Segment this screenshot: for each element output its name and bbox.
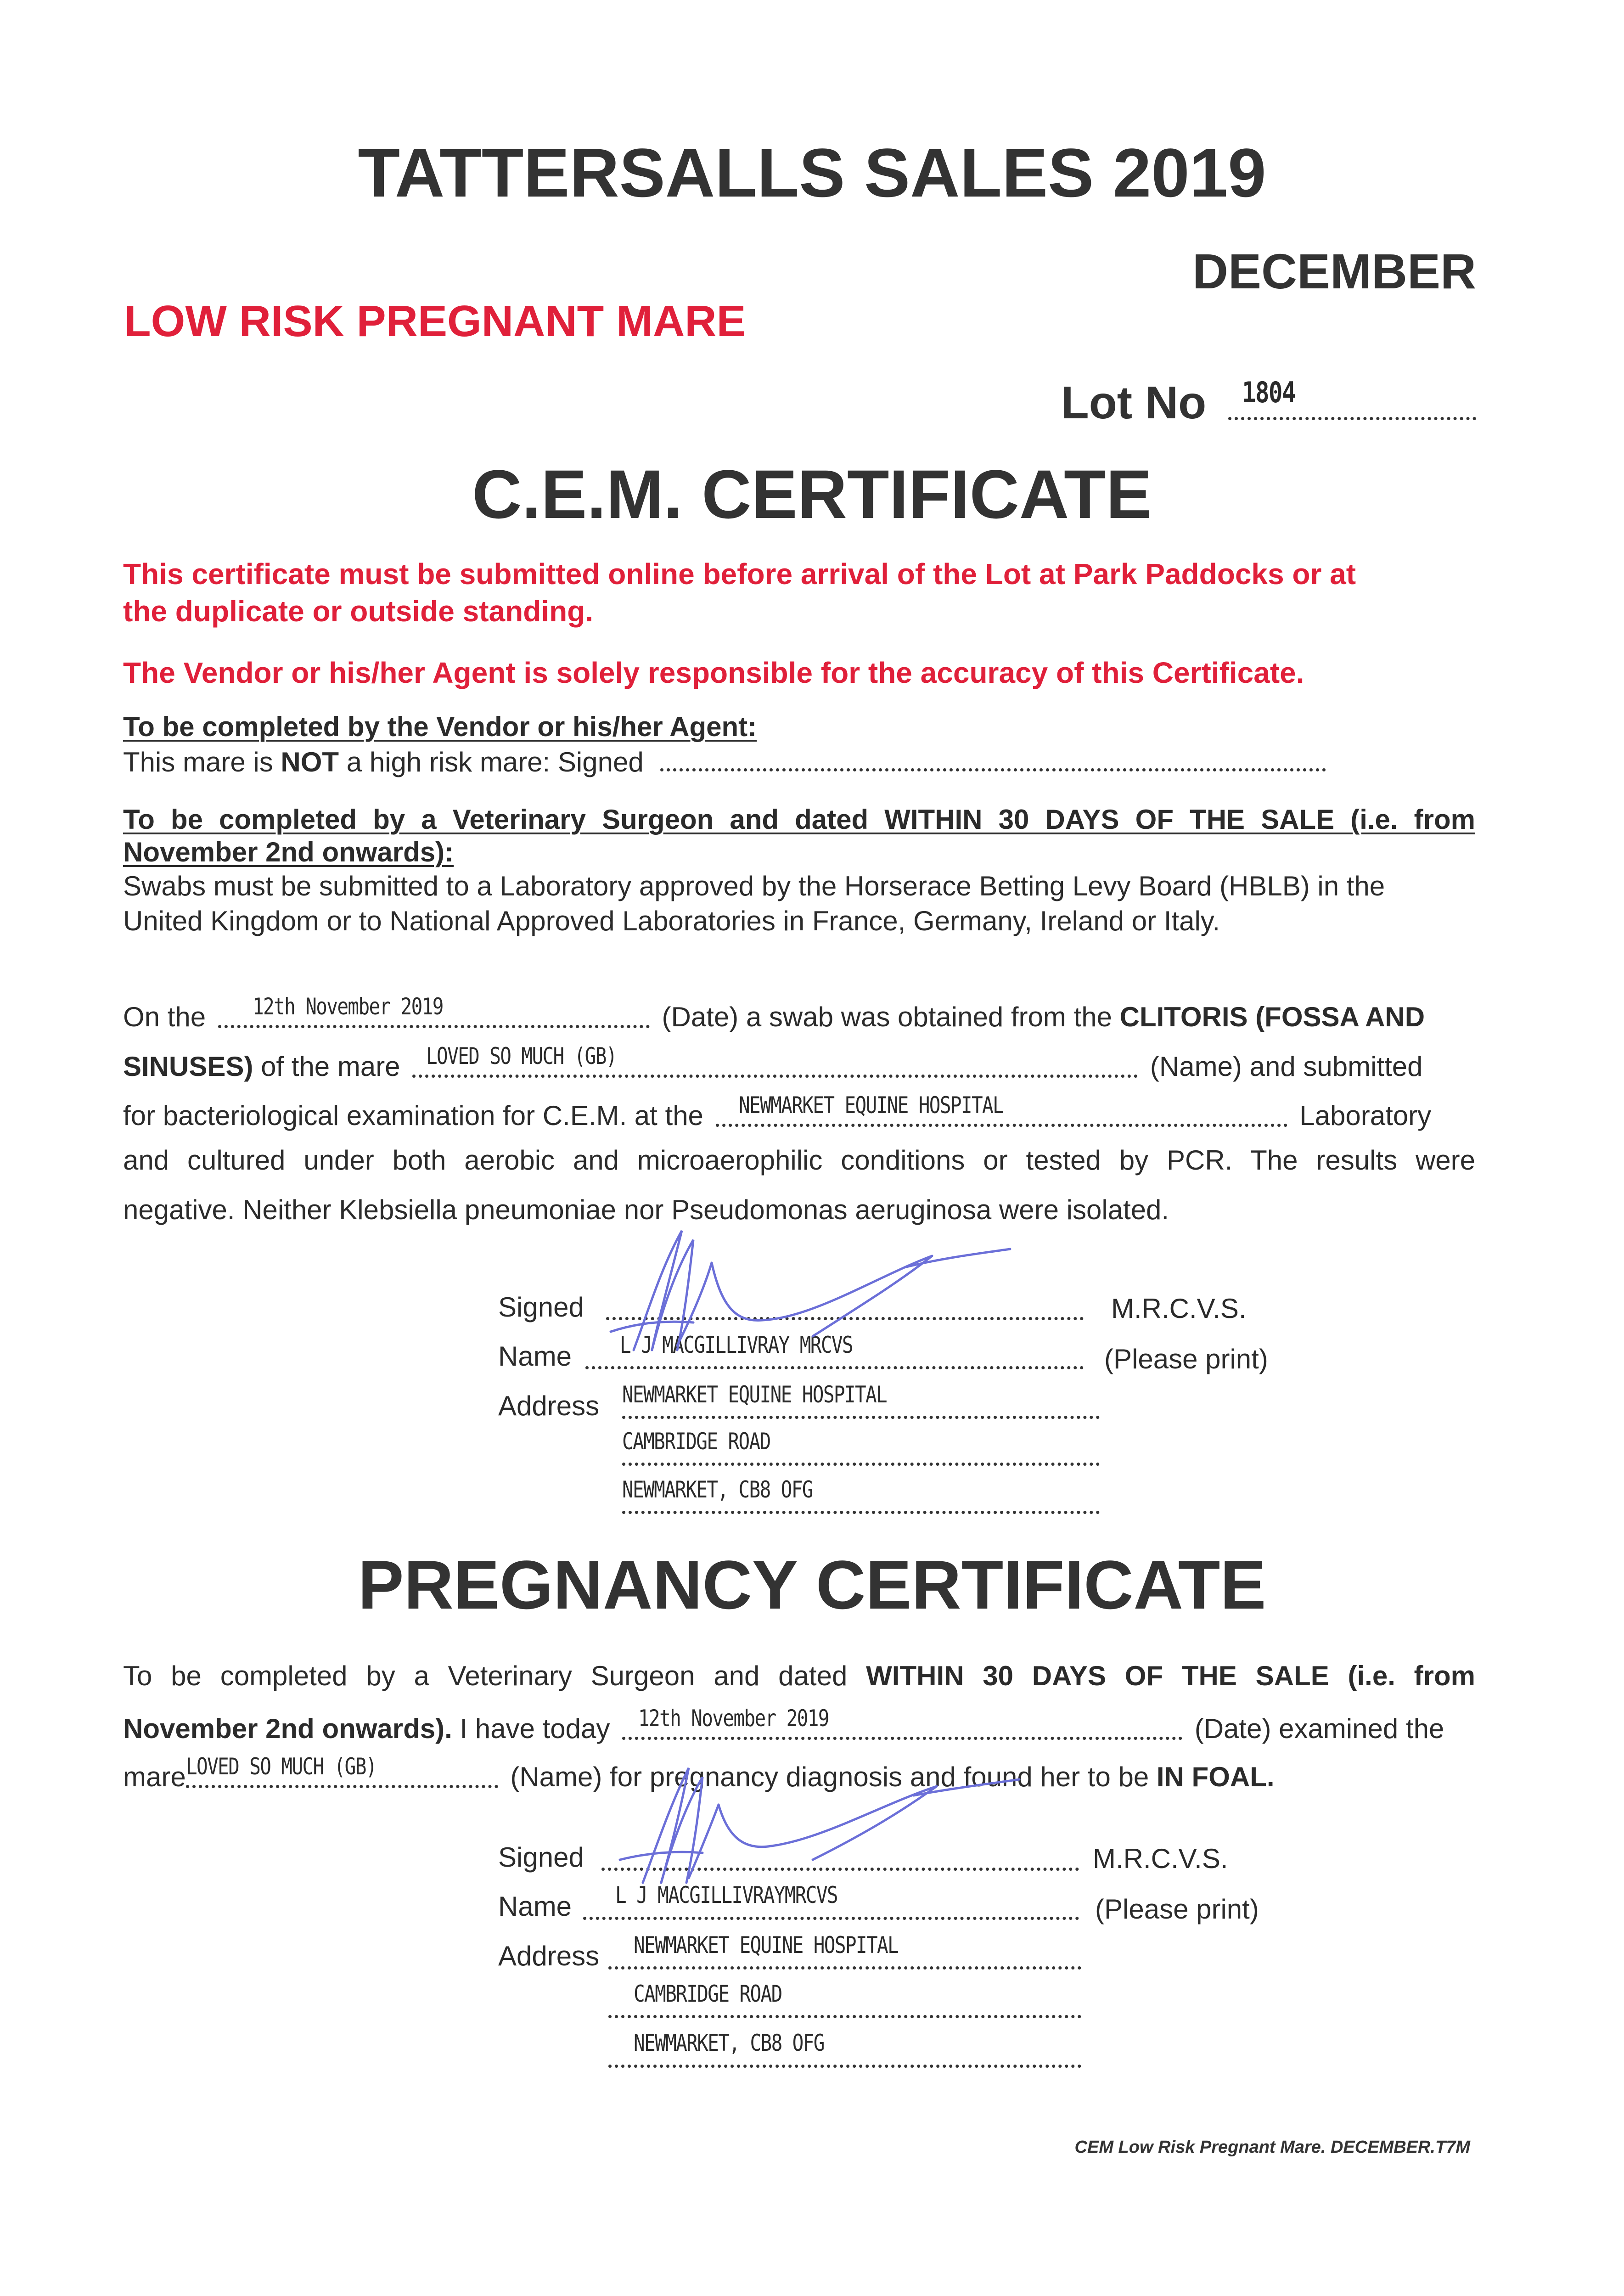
preg-mare-value: LOVED SO MUCH (GB) (185, 1753, 376, 1780)
cem-heading: C.E.M. CERTIFICATE (472, 456, 1152, 533)
page-title: TATTERSALLS SALES 2019 (358, 134, 1266, 211)
preg-line-1: To be completed by a Veterinary Surgeon and dated WITHIN 30 DAYS OF THE SALE (i.e. from (123, 1660, 1476, 1691)
cem-address-line-2: CAMBRIDGE ROAD (622, 1428, 770, 1455)
preg-date-value: 12th November 2019 (638, 1705, 829, 1732)
cem-notice-1a: This certificate must be submitted online before arrival of the Lot at Park Paddocks or at (123, 557, 1356, 591)
cem-vet-signature (583, 1212, 1088, 1364)
mare-category: LOW RISK PREGNANT MARE (124, 297, 746, 346)
cem-date-value: 12th November 2019 (252, 993, 443, 1020)
preg-address-label: Address (498, 1941, 600, 1971)
preg-mrcvs: M.R.C.V.S. (1093, 1843, 1228, 1874)
cem-address-line-1: NEWMARKET EQUINE HOSPITAL (622, 1381, 887, 1408)
lot-number (1061, 377, 1476, 429)
vendor-signature-line (660, 768, 1326, 771)
lot-label: Lot No (1061, 377, 1207, 428)
cem-para-line-3: for bacteriological examination for C.E.M. at the NEWMARKET EQUINE HOSPITAL Laboratory (123, 1092, 1432, 1131)
cem-mrcvs: M.R.C.V.S. (1111, 1293, 1247, 1324)
preg-signed-label: Signed (498, 1842, 584, 1873)
swab-line-2: United Kingdom or to National Approved Laboratories in France, Germany, Ireland or Italy. (123, 906, 1220, 936)
preg-vet-name: L J MACGILLIVRAYMRCVS (615, 1882, 837, 1908)
cem-signed-label: Signed (498, 1292, 584, 1322)
cem-para-line-2: SINUSES) of the mare LOVED SO MUCH (GB) (Name) and submitted (123, 1043, 1423, 1082)
pregnancy-heading: PREGNANCY CERTIFICATE (358, 1546, 1266, 1623)
preg-address-line-2: CAMBRIDGE ROAD (634, 1981, 782, 2007)
preg-line-2: November 2nd onwards). I have today 12th November 2019 (Date) examined the (123, 1705, 1444, 1744)
cem-para-line-4: and cultured under both aerobic and microaerophilic conditions or tested by PCR. The results were (123, 1145, 1475, 1176)
sale-month: DECEMBER (1192, 243, 1476, 299)
cem-name-label: Name (498, 1341, 572, 1372)
preg-vet-signature (597, 1745, 1102, 1896)
cem-address-label: Address (498, 1390, 600, 1421)
vet-heading-1: To be completed by a Veterinary Surgeon and dated WITHIN 30 DAYS OF THE SALE (i.e. from (123, 804, 1475, 835)
cem-notice-2: The Vendor or his/her Agent is solely responsible for the accuracy of this Certificate. (123, 656, 1304, 689)
cem-notice-1b: the duplicate or outside standing. (123, 595, 594, 628)
preg-please-print: (Please print) (1095, 1894, 1259, 1925)
cem-address-line-3: NEWMARKET, CB8 OFG (622, 1476, 813, 1503)
lot-value: 1804 (1242, 376, 1295, 409)
cem-please-print: (Please print) (1104, 1344, 1268, 1374)
cem-lab-value: NEWMARKET EQUINE HOSPITAL (738, 1092, 1003, 1119)
preg-address-line-3: NEWMARKET, CB8 OFG (634, 2030, 824, 2056)
footer-code: CEM Low Risk Pregnant Mare. DECEMBER.T7M (1074, 2138, 1470, 2157)
vendor-heading: To be completed by the Vendor or his/her Agent: (123, 711, 757, 742)
cem-vet-name: L J MACGILLIVRAY MRCVS (620, 1332, 853, 1358)
cem-mare-value: LOVED SO MUCH (GB) (426, 1043, 617, 1069)
preg-name-label: Name (498, 1891, 572, 1922)
vendor-line: This mare is NOT a high risk mare: Signed (123, 748, 1326, 776)
preg-line-3: mare LOVED SO MUCH (GB) (Name) for pregnancy diagnosis and found her to be IN FOAL. (123, 1753, 1275, 1792)
vet-heading-2: November 2nd onwards): (123, 837, 454, 867)
cem-para-line-1: On the 12th November 2019 (Date) a swab was obtained from the CLITORIS (FOSSA AND (123, 993, 1425, 1032)
preg-address-line-1: NEWMARKET EQUINE HOSPITAL (634, 1932, 899, 1958)
cem-para-line-5: negative. Neither Klebsiella pneumoniae nor Pseudomonas aeruginosa were isolated. (123, 1194, 1169, 1225)
swab-line-1: Swabs must be submitted to a Laboratory approved by the Horserace Betting Levy Board (HBLB) in the (123, 871, 1385, 901)
